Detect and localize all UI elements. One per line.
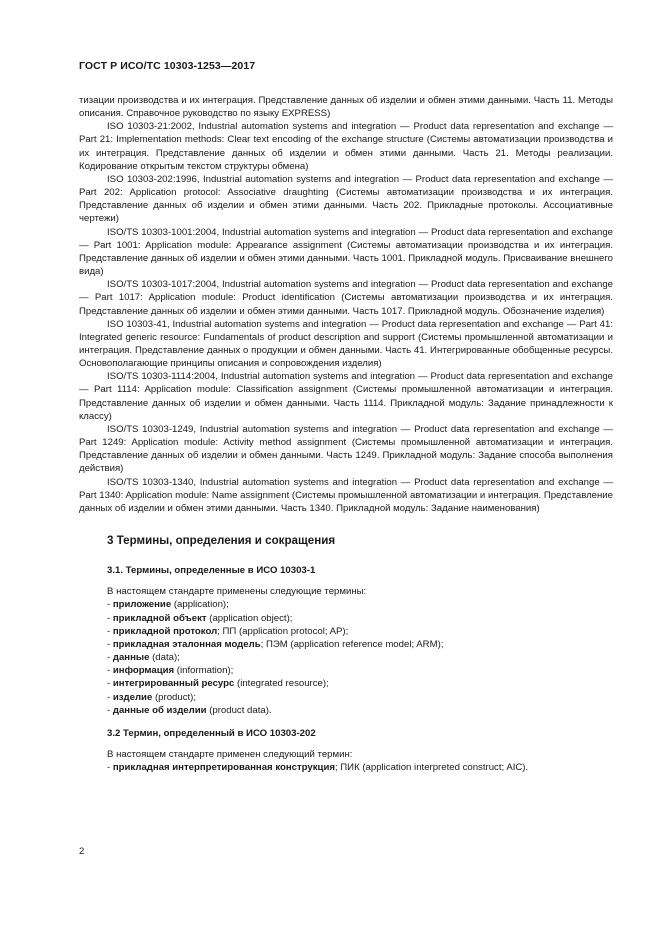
paragraph: тизации производства и их интеграция. Представление данных об изделии и обмен этими данными. Часть 11. Методы описания. Справочное руководство по языку EXPRESS) bbox=[79, 95, 613, 120]
paragraph: В настоящем стандарте применены следующие термины: bbox=[107, 586, 367, 598]
term: данные bbox=[112, 652, 150, 664]
term: прикладной протокол bbox=[112, 625, 218, 637]
paragraph: ISO 10303-21:2002, Industrial automation systems and integration — Product data representation and exchange — Part 21: Implementation methods: Clear text encoding of the exchange structure (Системы автоматизации производства и их интеграция. Представление данных об изделии и обмен этими данными. Часть 21. Методы реализации. Кодирование открытым текстом структуры обмена) bbox=[79, 121, 613, 172]
list-item: - прикладная интерпретированная конструкция; ПИК (application interpreted construct; AIC). bbox=[107, 762, 529, 774]
paragraph: В настоящем стандарте применен следующий термин: bbox=[107, 749, 353, 761]
paragraph: ISO 10303-41, Industrial automation systems and integration — Product data representation and exchange — Part 41: Integrated generic resource: Fundamentals of product description and support (Системы промышленной автоматизации и интеграция. Представление данных о продукции и обмен данными. Часть 41. Интегрированные обобщенные ресурсы. Основополагающие принципы описания и сопровождения изделия) bbox=[79, 318, 613, 370]
list-item: - данные об изделии (product data). bbox=[107, 704, 272, 716]
term-rest: (product); bbox=[152, 691, 197, 703]
page-number: 2 bbox=[79, 846, 85, 857]
term-rest: (information); bbox=[174, 665, 234, 677]
subsection-heading: 3.2 Термин, определенный в ИСО 10303-202 bbox=[107, 727, 316, 739]
paragraph: ISO/TS 10303-1114:2004, Industrial automation systems and integration — Product data representation and exchange — Part 1114: Application module: Classification assignment (Системы промышленной автоматизации и интеграция. Представление данных об изделии и обмен данными. Часть 1114. Прикладной модуль: Задание принадлежности к классу) bbox=[79, 371, 613, 422]
term-rest: (product data). bbox=[206, 704, 272, 716]
paragraph: ISO 10303-202:1996, Industrial automation systems and integration — Product data representation and exchange — Part 202: Application protocol: Associative draughting (Системы автоматизации производства и их интеграция. Представление данных об изделии и обмен этими данными. Часть 202. Прикладные протоколы. Ассоциативные чертежи) bbox=[79, 173, 613, 225]
term: информация bbox=[112, 665, 175, 677]
term-rest: ; ПП (application protocol; AP); bbox=[217, 625, 349, 637]
subsection-heading: 3.1. Термины, определенные в ИСО 10303-1 bbox=[107, 565, 316, 577]
paragraph: ISO/TS 10303-1340, Industrial automation systems and integration — Product data representation and exchange — Part 1340: Application module: Name assignment (Системы промышленной автоматизации и интеграция. Представление данных об изделии и обмен этими данными. Часть 1340. Прикладной модуль: Задание наименования) bbox=[79, 476, 613, 514]
list-item: - изделие (product); bbox=[107, 691, 197, 703]
term-rest: (application); bbox=[171, 599, 229, 611]
term: изделие bbox=[112, 691, 153, 703]
term-rest: (integrated resource); bbox=[234, 678, 329, 690]
section-heading: 3 Термины, определения и сокращения bbox=[107, 534, 336, 547]
term-rest: ; ПЭМ (application reference model; ARM); bbox=[260, 638, 444, 650]
term-rest: ; ПИК (application interpreted construct; AIC). bbox=[334, 762, 529, 774]
list-item: - информация (information); bbox=[107, 665, 234, 677]
list-item: - интегрированный ресурс (integrated resource); bbox=[107, 678, 329, 690]
term: прикладная эталонная модель bbox=[112, 638, 261, 650]
term: прикладной объект bbox=[112, 612, 207, 624]
term: прикладная интерпретированная конструкция bbox=[112, 762, 335, 774]
term-rest: (data); bbox=[149, 652, 180, 664]
term: данные об изделии bbox=[112, 704, 207, 716]
page-header: ГОСТ Р ИСО/ТС 10303-1253—2017 bbox=[79, 60, 256, 72]
paragraph: ISO/TS 10303-1001:2004, Industrial automation systems and integration — Product data representation and exchange — Part 1001: Application module: Appearance assignment (Системы автоматизации производства и их интеграция. Представление данных об изделии и обмен этими данными. Часть 1001. Прикладной модуль. Присваивание внешнего вида) bbox=[79, 226, 613, 278]
list-item: - прикладной объект (application object); bbox=[107, 612, 293, 624]
list-item: - приложение (application); bbox=[107, 599, 229, 611]
term: приложение bbox=[112, 599, 172, 611]
term-rest: (application object); bbox=[206, 612, 293, 624]
term: интегрированный ресурс bbox=[112, 678, 235, 690]
list-item: - прикладная эталонная модель; ПЭМ (application reference model; ARM); bbox=[107, 638, 444, 650]
list-item: - данные (data); bbox=[107, 652, 180, 664]
paragraph: ISO/TS 10303-1017:2004, Industrial automation systems and integration — Product data representation and exchange — Part 1017: Application module: Product identification (Системы автоматизации производства и их интеграция. Представление данных об изделии и обмен этими данными. Часть 1017. Прикладной модуль. Обозначение изделия) bbox=[79, 279, 613, 317]
document-body bbox=[79, 94, 613, 774]
paragraph: ISO/TS 10303-1249, Industrial automation systems and integration — Product data representation and exchange — Part 1249: Application module: Activity method assignment (Системы промышленной автоматизации и интеграция. Представление данных об изделии и обмен данными. Часть 1249. Прикладной модуль: Задание способа выполнения действия) bbox=[79, 423, 613, 475]
list-item: - прикладной протокол; ПП (application protocol; AP); bbox=[107, 625, 349, 637]
